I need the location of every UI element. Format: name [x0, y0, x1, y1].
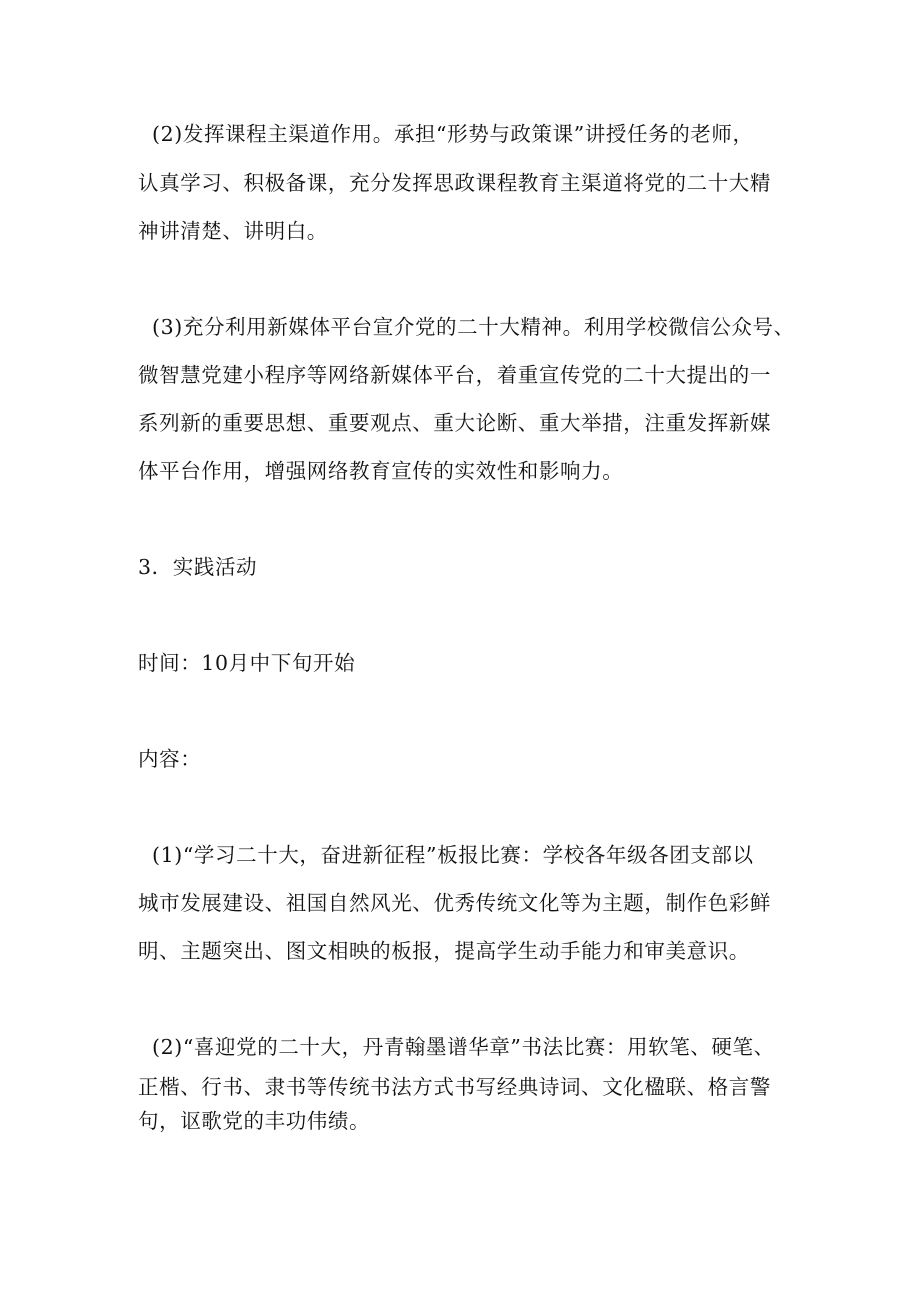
paragraph-line: 明、主题突出、图文相映的板报，提高学生动手能力和审美意识。: [138, 939, 750, 963]
paragraph-line: 句，讴歌党的丰功伟绩。: [138, 1109, 371, 1133]
time-line: 时间：10月中下旬开始: [138, 651, 356, 675]
paragraph-line: (2)“喜迎党的二十大，丹青翰墨谱华章”书法比赛：用软笔、硬笔、: [152, 1035, 775, 1059]
paragraph-line: 微智慧党建小程序等网络新媒体平台，着重宣传党的二十大提出的一: [138, 363, 771, 387]
paragraph-line: 正楷、行书、隶书等传统书法方式书写经典诗词、文化楹联、格言警: [138, 1075, 771, 1099]
paragraph-line: (3)充分利用新媒体平台宣介党的二十大精神。利用学校微信公众号、: [152, 315, 795, 339]
paragraph-line: 城市发展建设、祖国自然风光、优秀传统文化等为主题，制作色彩鲜: [138, 891, 771, 915]
paragraph-line: 系列新的重要思想、重要观点、重大论断、重大举措，注重发挥新媒: [138, 411, 771, 435]
section-heading: 3．实践活动: [138, 555, 258, 579]
paragraph-line: 体平台作用，增强网络教育宣传的实效性和影响力。: [138, 459, 624, 483]
paragraph-line: 神讲清楚、讲明白。: [138, 219, 328, 243]
paragraph-line: (1)“学习二十大，奋进新征程”板报比赛：学校各年级各团支部以: [152, 843, 754, 867]
paragraph-line: (2)发挥课程主渠道作用。承担“形势与政策课”讲授任务的老师，: [152, 122, 754, 146]
content-label: 内容：: [138, 747, 202, 771]
paragraph-line: 认真学习、积极备课，充分发挥思政课程教育主渠道将党的二十大精: [138, 171, 771, 195]
